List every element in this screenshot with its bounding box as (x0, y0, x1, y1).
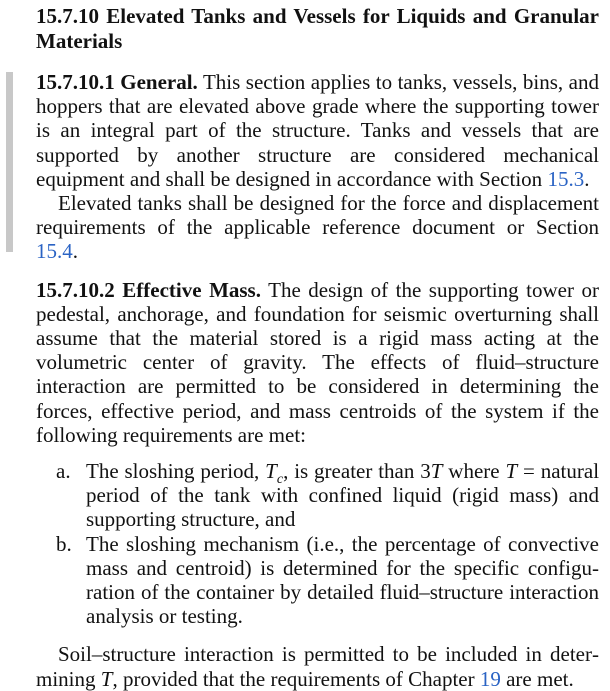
general-subheading: 15.7.10.1 General. (36, 70, 198, 94)
item-a-mid: , is greater than 3 (283, 459, 431, 484)
requirements-list (36, 459, 599, 628)
document-page (36, 4, 599, 691)
general-text: This section applies to tanks, vessels, bins, and hoppers that are elevated above grade where the supporting tower is an integral part of the structure. Tanks and vessels that are supported by another structure are considered mechanical equipment and shall be designed in accordance with Section (36, 70, 599, 191)
chapter-19-link[interactable]: 19 (479, 666, 501, 691)
list-marker: b. (56, 531, 72, 556)
period-symbol: T (505, 459, 518, 484)
effective-mass-subheading: 15.7.10.2 Effective Mass. (36, 277, 261, 302)
ssi-end: are met. (506, 666, 574, 691)
sloshing-period-subscript: c (276, 472, 284, 488)
period-symbol: T (430, 459, 443, 484)
elevated-tanks-text: Elevated tanks shall be designed for the force and displacement requirements of the applicable reference document or Section (36, 191, 599, 240)
section-15-3-link[interactable]: 15.3 (547, 166, 585, 191)
list-item (36, 459, 599, 532)
effective-mass-paragraph (36, 278, 599, 447)
item-a-where: where (442, 459, 500, 484)
elevated-tanks-paragraph (36, 191, 599, 264)
section-15-4-link[interactable]: 15.4 (36, 239, 73, 264)
item-a-definition: = natural period of the tank with confined liquid (rigid mass) and supporting structure, and (86, 459, 600, 532)
ssi-text: Soil–structure interaction is permitted to be included in determining (36, 642, 599, 691)
sloshing-period-symbol (265, 459, 284, 488)
change-bar (6, 72, 13, 252)
list-marker: a. (56, 459, 71, 484)
general-paragraph (36, 70, 599, 191)
ssi-mid: , provided that the requirements of Chapter (112, 666, 475, 691)
ssi-paragraph (36, 642, 599, 690)
period-symbol: T (100, 666, 113, 691)
effective-mass-text: The design of the supporting tower or pedestal, anchorage, and foundation for seismic overturning shall assume that the material stored is a rigid mass acting at the volumetric center of gravity. The effects of fluid–structure interaction are permitted to be considered in determining the forces, effective period, and mass centroids of the system if the following requirements are met: (36, 277, 599, 447)
sloshing-period-T: T (265, 459, 277, 484)
general-period: . (584, 166, 590, 191)
item-b-text: The sloshing mechanism (i.e., the percentage of convective mass and centroid) is determined for the specific configuration of the container by detailed fluid–structure interaction analysis or testing. (86, 531, 599, 629)
item-a-text: The sloshing period, (86, 459, 260, 484)
list-item (36, 532, 599, 629)
section-heading: 15.7.10 Elevated Tanks and Vessels for Liquids and Granular Materials (36, 4, 599, 53)
elevated-tanks-period: . (72, 239, 78, 264)
